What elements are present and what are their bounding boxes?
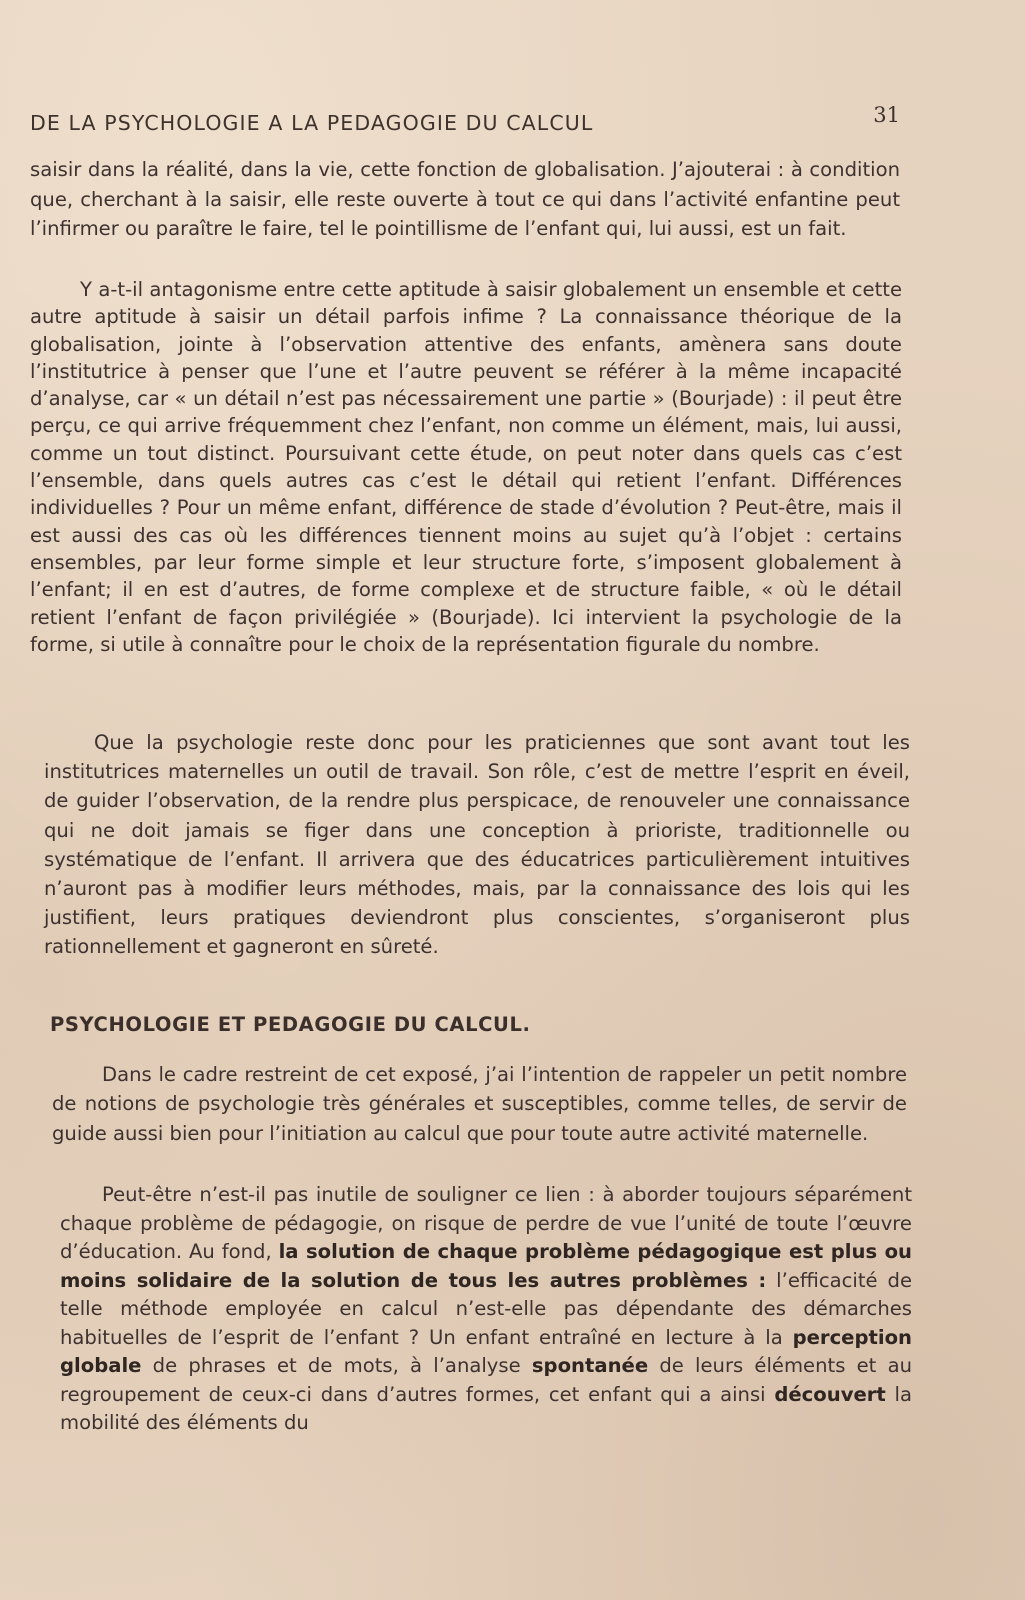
paragraph-1: saisir dans la réalité, dans la vie, cette fonction de globalisation. J’ajouterai : à condition que, cherchant à la saisir, elle reste ouverte à tout ce qui dans l’activité enfantine peut l’infirmer ou paraître le faire, tel le pointillisme de l’enfant qui, lui aussi, est un fait. xyxy=(30,158,900,240)
paragraph-5-bold-4: découvert xyxy=(774,1382,886,1406)
paragraph-5-bold-2: perception globale xyxy=(60,1325,912,1377)
paragraph-5 xyxy=(60,1181,912,1438)
paragraph-5-text-3: de phrases et de mots, à l’analyse xyxy=(141,1354,532,1377)
paragraph-5-bold-3: spontanée xyxy=(531,1354,649,1377)
paragraph-5-text-4: de leurs éléments et au regroupement de ceux-ci dans d’autres formes, cet enfant qui a ainsi xyxy=(60,1354,913,1406)
paragraph-4: Dans le cadre restreint de cet exposé, j’ai l’intention de rappeler un petit nombre de notions de psychologie très générales et susceptibles, comme telles, de servir de guide aussi bien pour l’initiation au calcul que pour toute autre activité maternelle. xyxy=(52,1063,907,1145)
paragraph-5-text-2: l’efficacité de telle méthode employée en calcul n’est-elle pas dépendante des démarches habituelles de l’esprit de l’enfant ? Un enfant entraîné en lecture à la xyxy=(60,1268,912,1349)
paragraph-5-bold-1: la solution de chaque problème pédagogique est plus ou moins solidaire de la solution de tous les autres problèmes : xyxy=(60,1240,912,1292)
page-number: 31 xyxy=(873,103,900,127)
paragraph-2: Y a-t-il antagonisme entre cette aptitude à saisir globalement un ensemble et cette autre aptitude à saisir un détail parfois infime ? La connaissance théorique de la globalisation, jointe à l’observation attentive des enfants, amènera sans doute l’institutrice à penser que l’une et l’autre peuvent se référer à la même incapacité d’analyse, car « un détail n’est pas nécessairement une partie » (Bourjade) : il peut être perçu, ce qui arrive fréquemment chez l’enfant, non comme un élément, mais, lui aussi, comme un tout distinct. Poursuivant cette étude, on peut noter dans quels cas c’est l’ensemble, dans quels autres cas c’est le détail qui retient l’enfant. Différences individuelles ? Pour un même enfant, différence de stade d’évolution ? Peut-être, mais il est aussi des cas où les différences tiennent moins au sujet qu’à l’objet : certains ensembles, par leur forme simple et leur structure forte, s’imposent globalement à l’enfant; il en est d’autres, de forme complexe et de structure faible, « où le détail retient l’enfant de façon privilégiée » (Bourjade). Ici intervient la psychologie de la forme, si utile à connaître pour le choix de la représentation figurale du nombre. xyxy=(30,278,902,656)
running-head xyxy=(30,103,900,143)
paragraph-5-text-5: la mobilité des éléments du xyxy=(60,1382,912,1434)
running-title: DE LA PSYCHOLOGIE A LA PEDAGOGIE DU CALCUL xyxy=(30,111,594,135)
section-heading: PSYCHOLOGIE ET PEDAGOGIE DU CALCUL. xyxy=(50,1013,531,1036)
paragraph-5-text-1: Peut-être n’est-il pas inutile de souligner ce lien : à aborder toujours séparément chaque problème de pédagogie, on risque de perdre de vue l’unité de toute l’œuvre d’éducation. Au fond, xyxy=(60,1183,912,1263)
paragraph-3: Que la psychologie reste donc pour les praticiennes que sont avant tout les institutrices maternelles un outil de travail. Son rôle, c’est de mettre l’esprit en éveil, de guider l’observation, de la rendre plus perspicace, de renouveler une connaissance qui ne doit jamais se figer dans une conception à prioriste, traditionnelle ou systématique de l’enfant. Il arrivera que des éducatrices particulièrement intuitives n’auront pas à modifier leurs méthodes, mais, par la connaissance des lois qui les justifient, leurs pratiques deviendront plus conscientes, s’organiseront plus rationnellement et gagneront en sûreté. xyxy=(44,731,910,959)
